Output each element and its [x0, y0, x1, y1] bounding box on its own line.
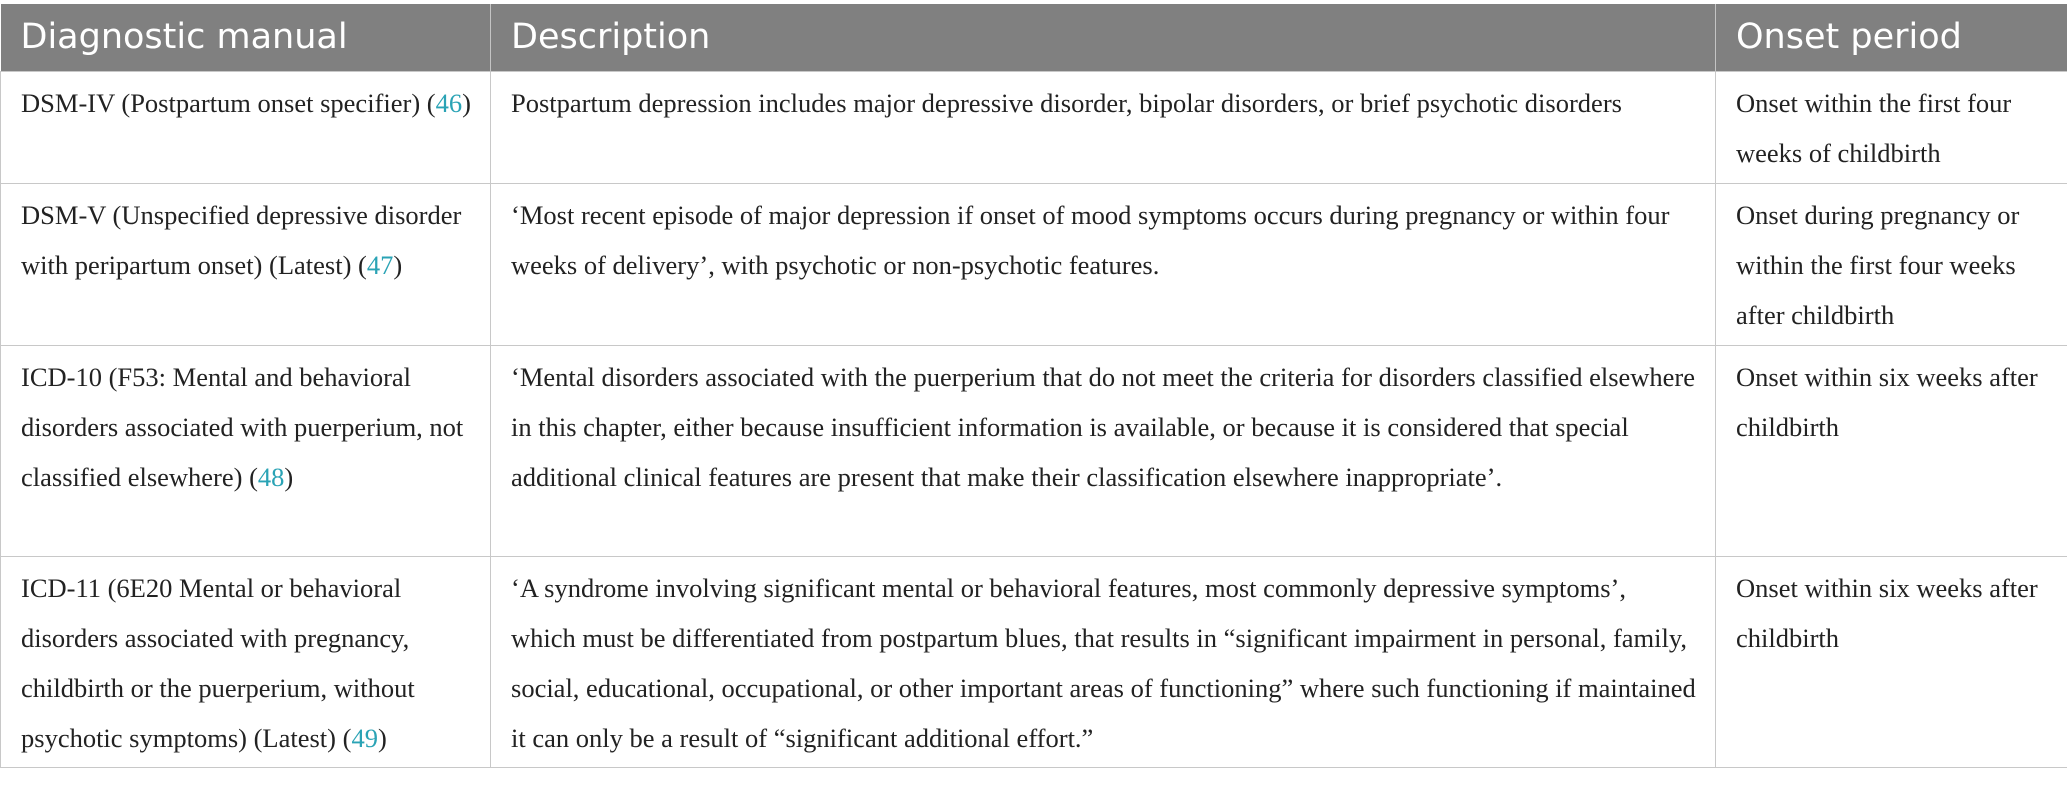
- manual-cell: DSM-V (Unspecified depressive disorder with peripartum onset) (Latest) (47): [1, 183, 491, 345]
- diagnostic-manual-table: [0, 4, 2067, 768]
- reference-link[interactable]: 48: [257, 461, 285, 492]
- onset-cell: Onset during pregnancy or within the first four weeks after childbirth: [1716, 183, 2067, 345]
- manual-cell: DSM-IV (Postpartum onset specifier) (46): [1, 71, 491, 183]
- manual-name: ICD-11 (6E20 Mental or behavioral disorders associated with pregnancy, childbirth or the puerperium, without psychotic symptoms) (Latest): [21, 572, 415, 753]
- manual-name: DSM-V (Unspecified depressive disorder with peripartum onset) (Latest): [21, 199, 462, 280]
- table-header: [1, 4, 2067, 71]
- description-cell: Postpartum depression includes major depressive disorder, bipolar disorders, or brief psychotic disorders: [491, 71, 1716, 183]
- manual-cell: ICD-11 (6E20 Mental or behavioral disorders associated with pregnancy, childbirth or the puerperium, without psychotic symptoms) (Latest) (49): [1, 556, 491, 767]
- header-row: [1, 4, 2067, 71]
- header-onset-period: Onset period: [1716, 4, 2067, 71]
- reference-link[interactable]: 46: [435, 87, 463, 118]
- description-cell: ‘Most recent episode of major depression if onset of mood symptoms occurs during pregnancy or within four weeks of delivery’, with psychotic or non-psychotic features.: [491, 183, 1716, 345]
- header-diagnostic-manual: Diagnostic manual: [1, 4, 491, 71]
- table-row: [1, 556, 2067, 767]
- table-row: [1, 183, 2067, 345]
- onset-cell: Onset within six weeks after childbirth: [1716, 345, 2067, 556]
- manual-name: ICD-10 (F53: Mental and behavioral disorders associated with puerperium, not classified elsewhere): [21, 361, 464, 492]
- description-cell: ‘A syndrome involving significant mental or behavioral features, most commonly depressive symptoms’, which must be differentiated from postpartum blues, that results in “significant impairment in personal, family, social, educational, occupational, or other important areas of functioning” where such functioning if maintained it can only be a result of “significant additional effort.”: [491, 556, 1716, 767]
- reference-link[interactable]: 47: [366, 249, 394, 280]
- header-description: Description: [491, 4, 1716, 71]
- onset-cell: Onset within the first four weeks of childbirth: [1716, 71, 2067, 183]
- reference-link[interactable]: 49: [351, 722, 378, 753]
- manual-name: DSM-IV (Postpartum onset specifier): [21, 87, 421, 118]
- table-row: [1, 345, 2067, 556]
- table-body: [1, 71, 2067, 767]
- table-row: [1, 71, 2067, 183]
- manual-cell: ICD-10 (F53: Mental and behavioral disorders associated with puerperium, not classified elsewhere) (48): [1, 345, 491, 556]
- description-cell: ‘Mental disorders associated with the puerperium that do not meet the criteria for disorders classified elsewhere in this chapter, either because insufficient information is available, or because it is considered that special additional clinical features are present that make their classification elsewhere inappropriate’.: [491, 345, 1716, 556]
- onset-cell: Onset within six weeks after childbirth: [1716, 556, 2067, 767]
